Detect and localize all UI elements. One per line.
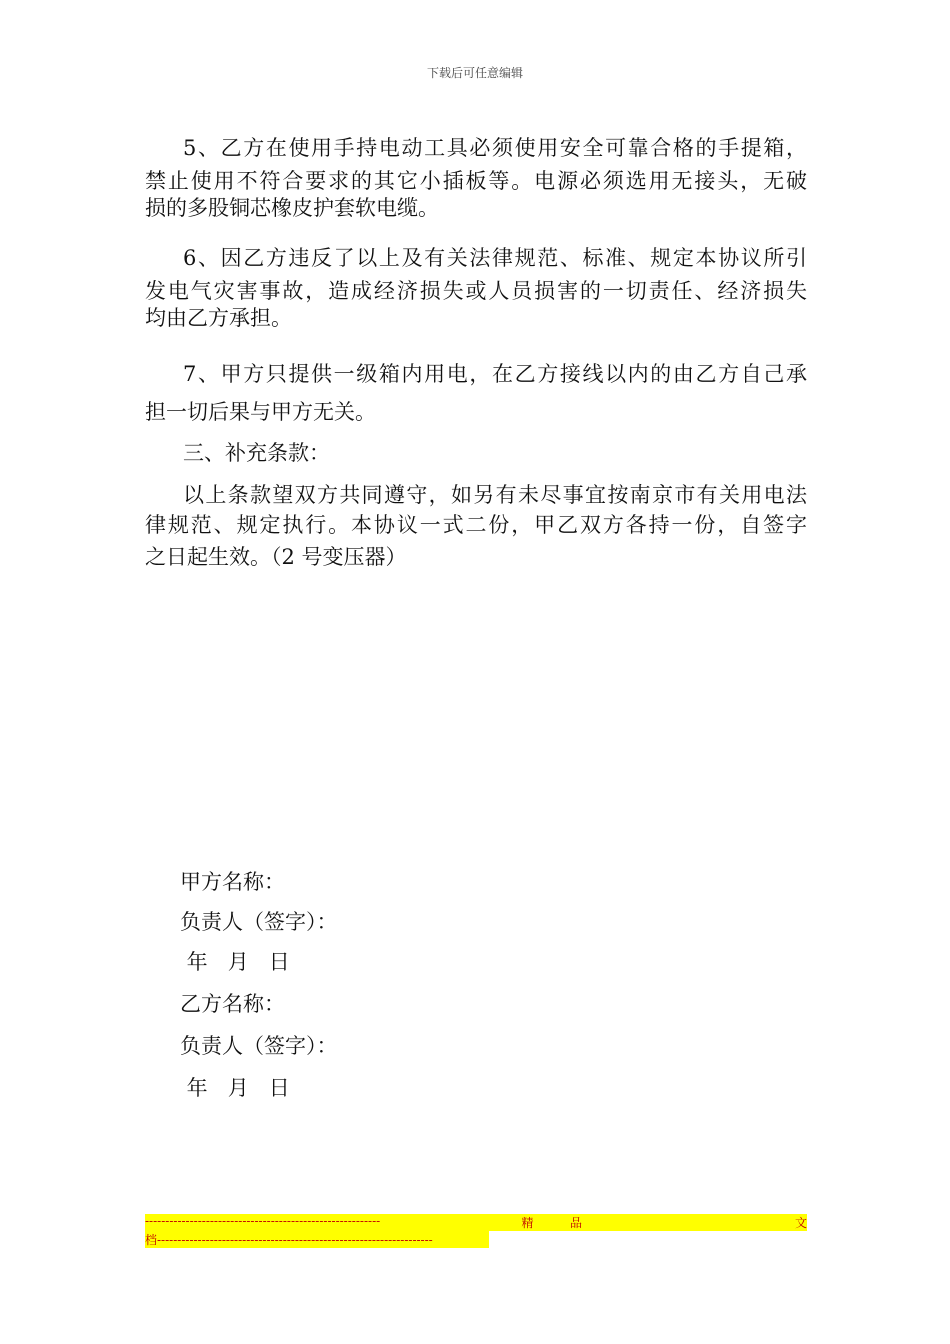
- footer-line-2: 档--------------------------------------------------------------------: [145, 1233, 433, 1247]
- party-a-name-label: 甲方名称：: [180, 870, 285, 894]
- supplementary-line-2: 律规范、规定执行。本协议一式二份，甲乙双方各持一份，自签字: [145, 513, 807, 537]
- party-a-signatory-label: 负责人（签字）：: [180, 910, 338, 934]
- page-header: 下载后可任意编辑: [426, 66, 523, 80]
- party-b-date-label: 年 月 日: [180, 1076, 290, 1100]
- supplementary-heading-text: 三、补充条款：: [183, 441, 330, 465]
- party-b-signatory-label: 负责人（签字）：: [180, 1034, 338, 1058]
- clause-7-line-2: 担一切后果与甲方无关。: [145, 400, 376, 424]
- supplementary-heading: [145, 436, 807, 470]
- clause-5-line-1: 5、乙方在使用手持电动工具必须使用安全可靠合格的手提箱，: [183, 136, 807, 160]
- supplementary-line-1: 以上条款望双方共同遵守，如另有未尽事宜按南京市有关用电法: [183, 483, 807, 507]
- clause-6-line-1: 6、因乙方违反了以上及有关法律规范、标准、规定本协议所引: [183, 246, 807, 270]
- footer-line-1: [145, 1214, 807, 1231]
- clause-6: [145, 238, 807, 332]
- party-b-name-label: 乙方名称：: [180, 992, 285, 1016]
- party-a-date-label: 年 月 日: [180, 950, 290, 974]
- footer-dashes: ----------------------------------------------------------: [145, 1214, 381, 1228]
- footer-char-2: 品: [569, 1216, 582, 1230]
- footer-char-1: 精: [521, 1216, 534, 1230]
- clause-7-line-1: 7、甲方只提供一级箱内用电，在乙方接线以内的由乙方自己承: [183, 362, 807, 386]
- clause-6-line-2: 发电气灾害事故，造成经济损失或人员损害的一切责任、经济损失: [145, 279, 807, 303]
- clause-5-line-2: 禁止使用不符合要求的其它小插板等。电源必须选用无接头，无破: [145, 169, 807, 193]
- clause-5-line-3: 损的多股铜芯橡皮护套软电缆。: [145, 196, 439, 220]
- clause-5: [145, 128, 807, 222]
- footer-char-3: 文: [794, 1216, 807, 1230]
- clause-6-line-3: 均由乙方承担。: [145, 306, 292, 330]
- clause-7: [145, 354, 807, 430]
- supplementary-clause: [145, 478, 807, 576]
- supplementary-line-3: 之日起生效。（2 号变压器）: [145, 545, 407, 569]
